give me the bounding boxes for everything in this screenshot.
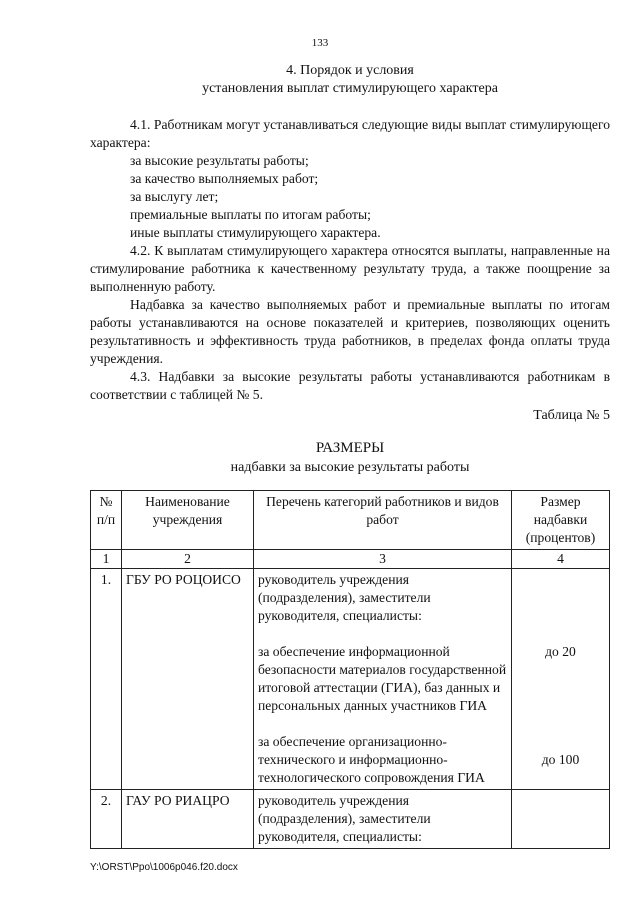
table-title: РАЗМЕРЫ [315,440,385,456]
table-subtitle: надбавки за высокие результаты работы [230,460,470,475]
row-name: ГБУ РО РОЦОИСО [122,569,254,790]
list-item: иные выплаты стимулирующего характера. [130,225,381,240]
col-number: 4 [512,550,610,569]
work-item-size: до 20 [545,644,576,659]
header-name: Наименование учреждения [122,491,254,550]
paragraph-4-1: 4.1. Работникам могут устанавливаться следующие виды выплат стимулирующего характера: [90,117,610,150]
header-categories: Перечень категорий работников и видов работ [254,491,512,550]
row-num: 2. [91,790,122,849]
section-title [90,62,610,98]
page-number: 133 [311,37,329,49]
header-size: Размер надбавки (процентов) [512,491,610,550]
col-number: 2 [122,550,254,569]
footer-path: Y:\ORST\Ppo\1006p046.f20.docx [90,862,238,873]
table-label: Таблица № 5 [533,408,610,423]
col-number: 3 [254,550,512,569]
list-item: за высокие результаты работы; [130,153,309,168]
row-categories [254,790,512,849]
table-column-numbers [91,550,610,569]
work-item-text: за обеспечение организационно-технического и информационно-технологического сопровождения ГИА [258,734,485,785]
list-item: за выслугу лет; [130,189,219,204]
row-sizes [512,790,610,849]
paragraph-bonus: Надбавка за качество выполняемых работ и премиальные выплаты по итогам работы устанавливаются на основе показателей и критериев, позволяющих оценить результативность и эффективность труда работников, в пределах фонда оплаты труда учреждения. [90,297,610,366]
paragraph-4-2: 4.2. К выплатам стимулирующего характера относятся выплаты, направленные на стимулирование работника к качественному результату труда, а также поощрение за выполненную работу. [90,243,610,294]
row-name: ГАУ РО РИАЦРО [122,790,254,849]
row-categories [254,569,512,790]
table-row [91,569,610,790]
work-item-text: за обеспечение информационной безопасности материалов государственной итоговой аттестации (ГИА), баз данных и персональных данных участников ГИА [258,644,507,713]
bonus-table [90,490,610,849]
section-title-line2: установления выплат стимулирующего характера [202,81,498,96]
header-num: № п/п [91,491,122,550]
paragraph-4-3: 4.3. Надбавки за высокие результаты работы устанавливаются работникам в соответствии с таблицей № 5. [90,369,610,402]
work-item-size: до 100 [541,752,580,767]
row-categories-text: руководитель учреждения (подразделения), заместители руководителя, специалисты: [258,572,431,623]
list-item: за качество выполняемых работ; [130,171,319,186]
row-num: 1. [91,569,122,790]
table-row [91,790,610,849]
list-item: премиальные выплаты по итогам работы; [130,207,371,222]
row-categories-text: руководитель учреждения (подразделения), заместители руководителя, специалисты: [258,793,431,844]
section-title-line1: 4. Порядок и условия [286,63,414,78]
col-number: 1 [91,550,122,569]
row-sizes [512,569,610,790]
table-header-row [91,491,610,550]
